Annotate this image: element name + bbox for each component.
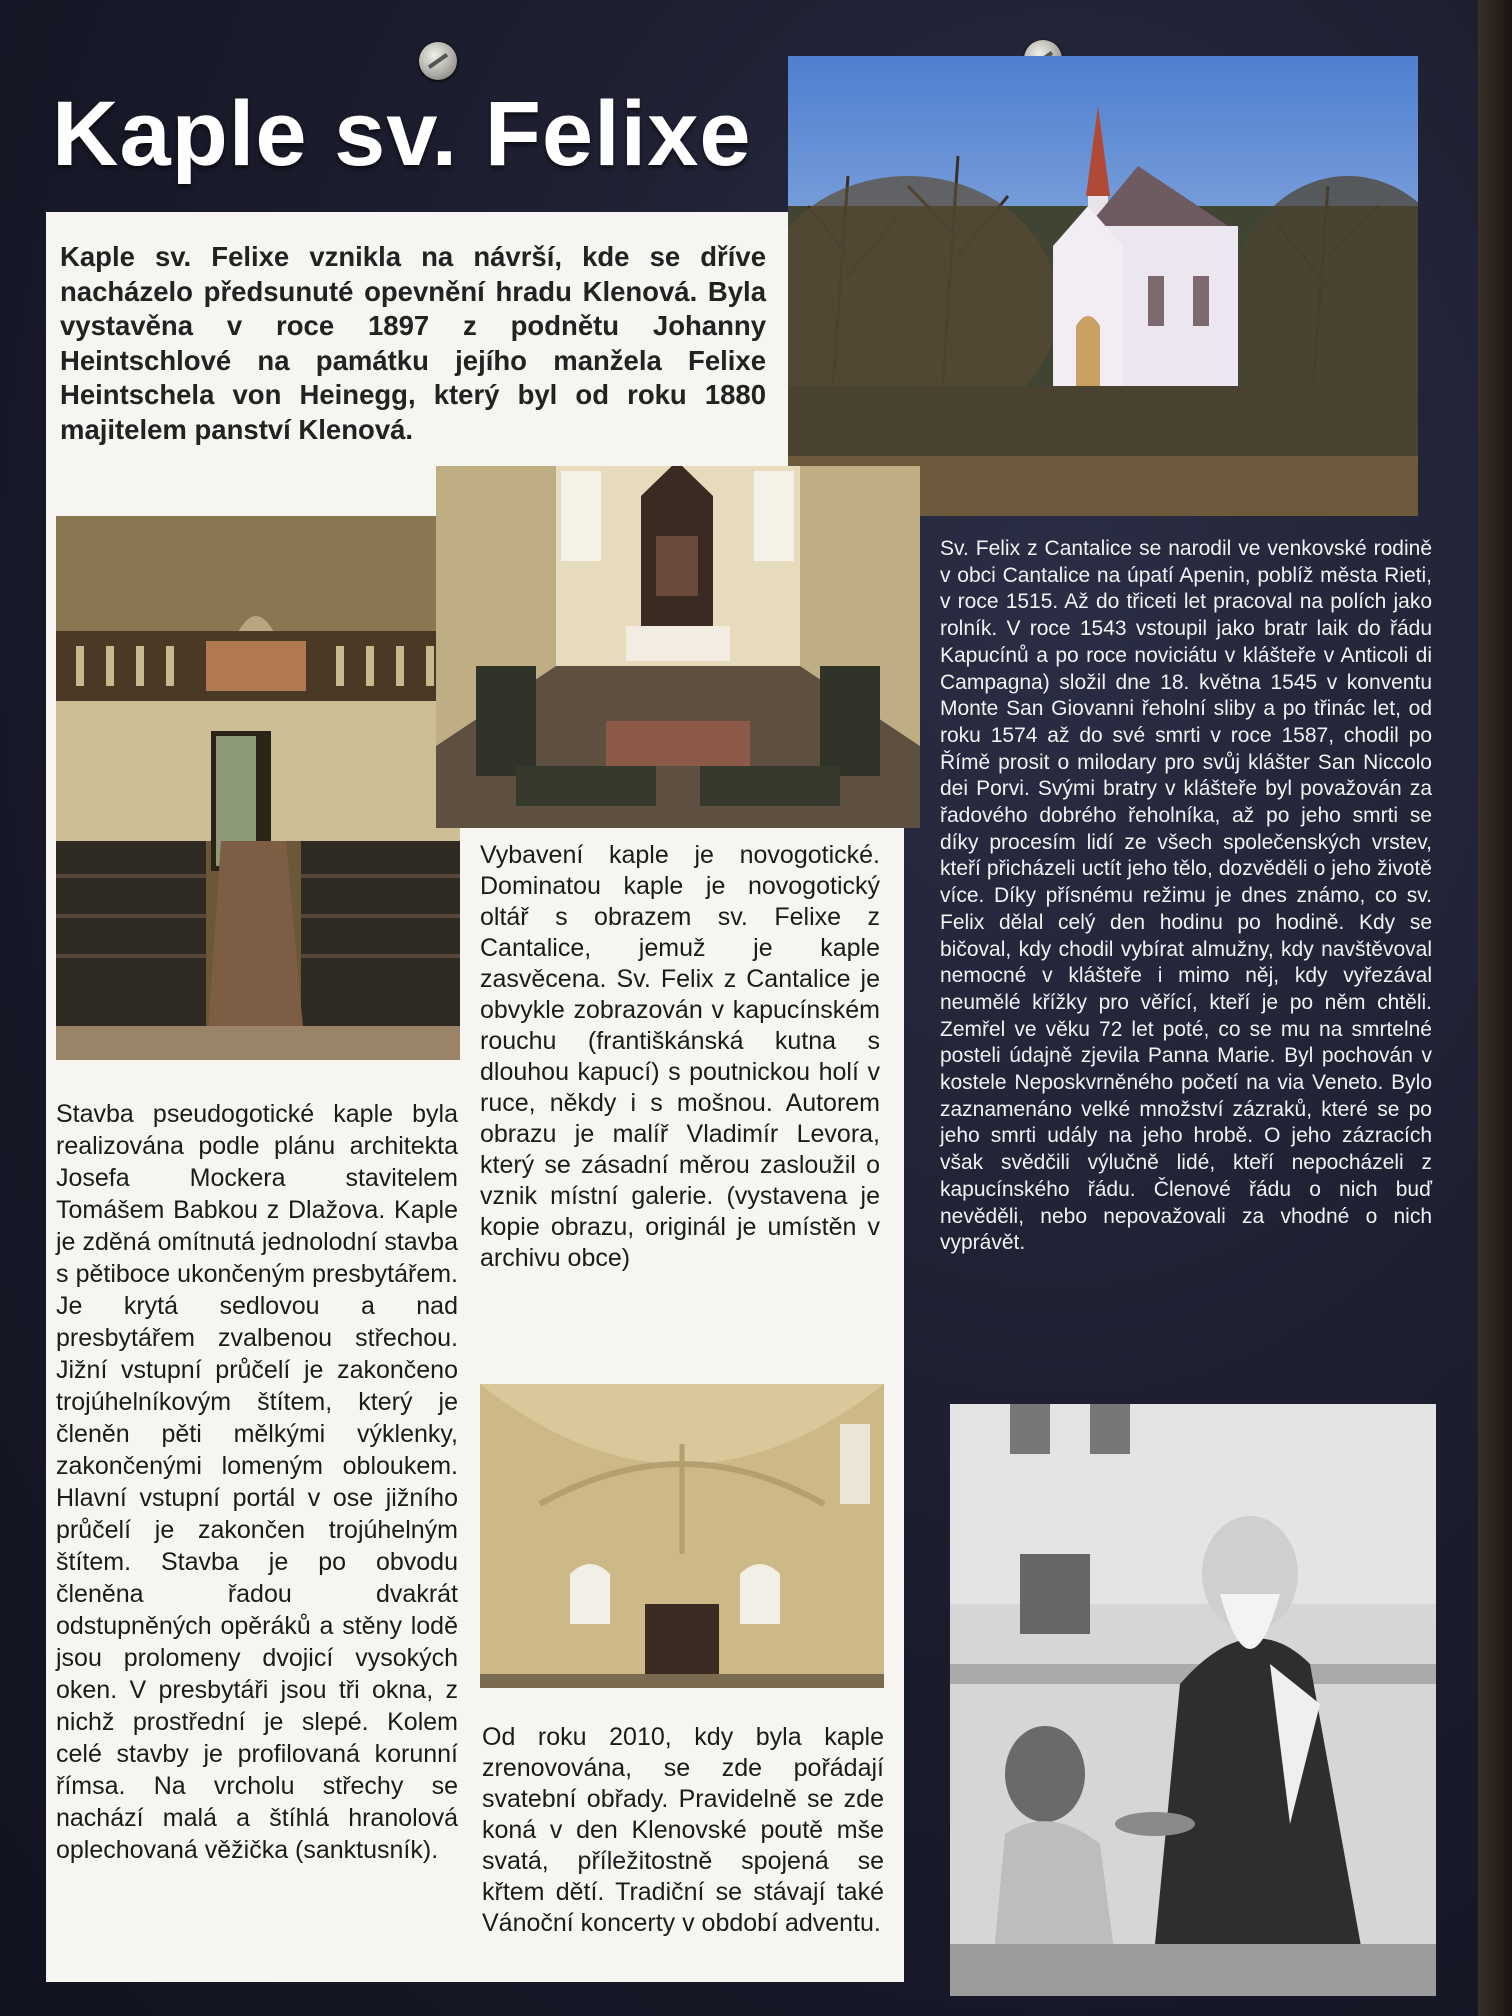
board-frame-edge	[1478, 0, 1512, 2016]
page-title: Kaple sv. Felixe	[52, 83, 752, 185]
photo-chapel-exterior	[788, 56, 1418, 516]
photo-interior-vault	[480, 1384, 884, 1688]
screw-icon	[419, 42, 457, 80]
weddings-text: Od roku 2010, kdy byla kaple zrenovována, se zde pořádají svatební obřady. Pravidelně se zde koná v den Klenovské poutě mše svatá, příležitostně spojená se křtem dětí. Tradiční se stávají také Vánoční koncerty v období adventu.	[482, 1723, 884, 1937]
photo-interior-gallery	[56, 516, 460, 1060]
photo-interior-altar	[436, 466, 920, 828]
painting-saint-felix	[950, 1404, 1436, 1996]
saint-felix-text: Sv. Felix z Cantalice se narodil ve venkovské rodině v obci Cantalice na úpatí Apenin, poblíž města Rieti, v roce 1515. Až do třiceti let pracoval na polích jako rolník. V roce 1543 vstoupil jako bratr laik do řádu Kapucínů a po roce noviciátu v klášteře v Anticoli di Campagna) složil dne 18. května 1545 v konventu Monte San Giovanni řeholní sliby a po třinác let, od roku 1574 až do své smrti v roce 1587, chodil po Římě prosit o milodary pro svůj klášter San Niccolo dei Porvi. Svými bratry v klášteře byl považován za řadového dobrého řeholníka, až po jeho smrti se díky procesím lidí ze všech společenských vrstev, kteří přicházeli uctít jeho tělo, dozvěděli o jeho životě více. Díky přísnému režimu je dnes známo, co sv. Felix dělal celý den hodinu po hodině. Kdy se bičoval, kdy chodil vybírat almužny, kdy navštěvoval nemocné v klášteře i mimo něj, kdy vyřezával neumělé křížky pro věřící, kteří je po něm chtěli. Zemřel ve věku 72 let poté, co se mu na smrtelné posteli údajně zjevila Panna Marie. Byl pochován v kostele Neposkvrněného početí na via Veneto. Bylo zaznamenáno velké množství zázraků, které se po jeho smrti udály na jeho hrobě. O jeho zázracích však svědčili výlučně lidé, kteří nepocházeli z kapucínského řádu. Členové řádu o nich buď nevěděli, nebo nepovažovali za vhodné o nich vyprávět.	[940, 537, 1432, 1255]
furnishing-text: Vybavení kaple je novogotické. Dominatou kaple je novogotický oltář s obrazem sv. Felixe z Cantalice, jemuž je kaple zasvěcena. Sv. Felix z Cantalice je obvykle zobrazován v kapucínském rouchu (františkánská kutna s dlouhou kapucí) s poutnickou holí v ruce, někdy i s mošnou. Autorem obrazu je malíř Vladimír Levora, který se zásadní měrou zasloužil o vznik místní galerie. (vystavena je kopie obrazu, originál je umístěn v archivu obce)	[480, 841, 880, 1272]
intro-text: Kaple sv. Felixe vznikla na návrší, kde se dříve nacházelo předsunuté opevnění hradu Klenová. Byla vystavěna v roce 1897 z podnětu Johanny Heintschlové na památku jejího manžela Felixe Heintschela von Heinegg, který byl od roku 1880 majitelem panství Klenová.	[60, 241, 766, 445]
architecture-text: Stavba pseudogotické kaple byla realizována podle plánu architekta Josefa Mockera stavitelem Tomášem Babkou z Dlažova. Kaple je zděná omítnutá jednolodní stavba s pětiboce ukončeným presbytářem. Je krytá sedlovou a nad presbytářem zvalbenou střechou. Jižní vstupní průčelí je zakončeno trojúhelníkovým štítem, který je členěn pěti mělkými výklenky, zakončenými lomeným obloukem. Hlavní vstupní portál v ose jižního průčelí je zakončen trojúhelným štítem. Stavba je po obvodu členěna řadou dvakrát odstupněných opěráků a stěny lodě jsou prolomeny dvojicí vysokých oken. V presbytáři jsou tři okna, z nichž prostřední je slepé. Kolem celé stavby je profilovaná korunní římsa. Na vrcholu střechy se nachází malá a štíhlá hranolová oplechovaná věžička (sanktusník).	[56, 1100, 458, 1864]
